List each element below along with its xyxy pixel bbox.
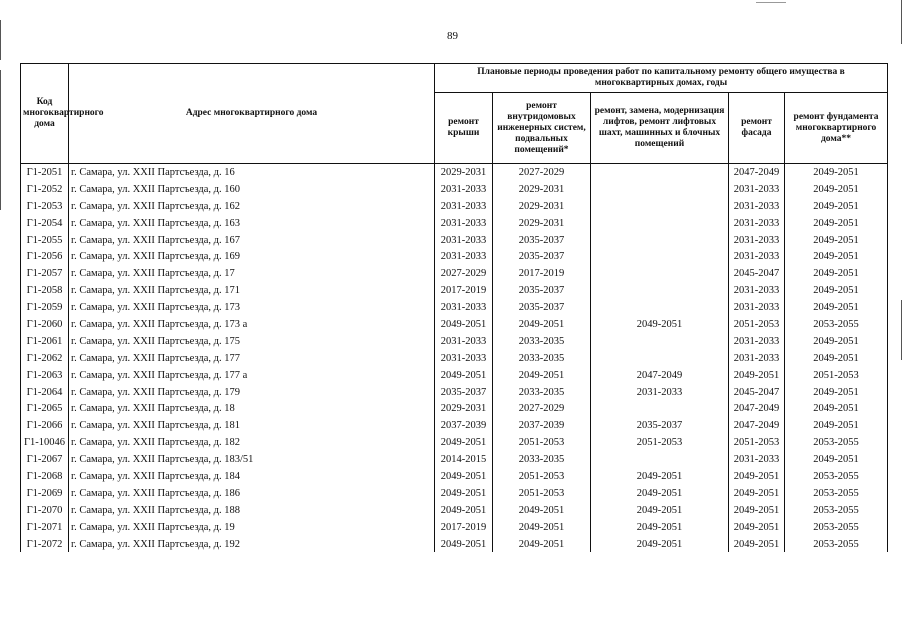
cell-elevators: 2049-2051	[591, 502, 729, 519]
cell-elevators: 2031-2033	[591, 384, 729, 401]
cell-elevators	[591, 282, 729, 299]
cell-roof: 2049-2051	[435, 468, 493, 485]
cell-engineering: 2035-2037	[493, 232, 591, 249]
cell-address: г. Самара, ул. XXII Партсъезда, д. 17	[69, 265, 435, 282]
cell-engineering: 2049-2051	[493, 536, 591, 553]
cell-facade: 2051-2053	[729, 434, 785, 451]
table-body	[21, 164, 888, 553]
cell-roof: 2027-2029	[435, 265, 493, 282]
cell-foundation: 2053-2055	[785, 316, 888, 333]
table-row	[21, 316, 888, 333]
cell-roof: 2017-2019	[435, 282, 493, 299]
cell-facade: 2031-2033	[729, 333, 785, 350]
cell-elevators	[591, 350, 729, 367]
cell-facade: 2049-2051	[729, 519, 785, 536]
cell-elevators: 2047-2049	[591, 367, 729, 384]
cell-elevators	[591, 265, 729, 282]
header-address: Адрес многоквартирного дома	[69, 64, 435, 164]
cell-facade: 2031-2033	[729, 451, 785, 468]
cell-roof: 2031-2033	[435, 299, 493, 316]
cell-address: г. Самара, ул. XXII Партсъезда, д. 183/51	[69, 451, 435, 468]
cell-foundation: 2049-2051	[785, 215, 888, 232]
cell-foundation: 2053-2055	[785, 434, 888, 451]
cell-roof: 2031-2033	[435, 198, 493, 215]
cell-address: г. Самара, ул. XXII Партсъезда, д. 163	[69, 215, 435, 232]
cell-facade: 2045-2047	[729, 384, 785, 401]
table-row	[21, 434, 888, 451]
table-row	[21, 519, 888, 536]
cell-address: г. Самара, ул. XXII Партсъезда, д. 184	[69, 468, 435, 485]
cell-facade: 2031-2033	[729, 198, 785, 215]
cell-elevators	[591, 451, 729, 468]
scan-edge-mark	[901, 300, 902, 360]
cell-roof: 2029-2031	[435, 164, 493, 181]
cell-facade: 2049-2051	[729, 502, 785, 519]
cell-code: Г1-2062	[21, 350, 69, 367]
cell-facade: 2031-2033	[729, 232, 785, 249]
cell-engineering: 2049-2051	[493, 367, 591, 384]
cell-elevators: 2051-2053	[591, 434, 729, 451]
cell-facade: 2031-2033	[729, 215, 785, 232]
cell-elevators	[591, 181, 729, 198]
cell-code: Г1-2058	[21, 282, 69, 299]
cell-address: г. Самара, ул. XXII Партсъезда, д. 177	[69, 350, 435, 367]
cell-facade: 2049-2051	[729, 468, 785, 485]
cell-address: г. Самара, ул. XXII Партсъезда, д. 19	[69, 519, 435, 536]
cell-foundation: 2049-2051	[785, 282, 888, 299]
table-row	[21, 164, 888, 181]
cell-foundation: 2049-2051	[785, 299, 888, 316]
cell-code: Г1-2072	[21, 536, 69, 553]
cell-address: г. Самара, ул. XXII Партсъезда, д. 160	[69, 181, 435, 198]
cell-elevators: 2049-2051	[591, 468, 729, 485]
cell-roof: 2031-2033	[435, 333, 493, 350]
cell-foundation: 2053-2055	[785, 468, 888, 485]
cell-elevators	[591, 215, 729, 232]
cell-engineering: 2037-2039	[493, 417, 591, 434]
cell-foundation: 2053-2055	[785, 536, 888, 553]
cell-foundation: 2049-2051	[785, 350, 888, 367]
scan-edge-mark	[0, 70, 1, 210]
cell-address: г. Самара, ул. XXII Партсъезда, д. 175	[69, 333, 435, 350]
cell-elevators: 2049-2051	[591, 536, 729, 553]
cell-roof: 2049-2051	[435, 502, 493, 519]
cell-engineering: 2033-2035	[493, 384, 591, 401]
cell-engineering: 2049-2051	[493, 502, 591, 519]
cell-foundation: 2049-2051	[785, 333, 888, 350]
cell-roof: 2031-2033	[435, 215, 493, 232]
table-row	[21, 451, 888, 468]
cell-code: Г1-10046	[21, 434, 69, 451]
cell-roof: 2049-2051	[435, 316, 493, 333]
cell-address: г. Самара, ул. XXII Партсъезда, д. 177 а	[69, 367, 435, 384]
cell-code: Г1-2068	[21, 468, 69, 485]
table-row	[21, 400, 888, 417]
cell-roof: 2031-2033	[435, 232, 493, 249]
table-row	[21, 536, 888, 553]
cell-address: г. Самара, ул. XXII Партсъезда, д. 179	[69, 384, 435, 401]
cell-elevators	[591, 164, 729, 181]
cell-engineering: 2029-2031	[493, 215, 591, 232]
cell-facade: 2047-2049	[729, 400, 785, 417]
cell-address: г. Самара, ул. XXII Партсъезда, д. 186	[69, 485, 435, 502]
cell-address: г. Самара, ул. XXII Партсъезда, д. 188	[69, 502, 435, 519]
table-row	[21, 248, 888, 265]
cell-facade: 2031-2033	[729, 299, 785, 316]
table-row	[21, 417, 888, 434]
cell-engineering: 2033-2035	[493, 451, 591, 468]
cell-facade: 2049-2051	[729, 485, 785, 502]
cell-roof: 2031-2033	[435, 181, 493, 198]
cell-foundation: 2049-2051	[785, 451, 888, 468]
cell-engineering: 2035-2037	[493, 282, 591, 299]
cell-elevators: 2049-2051	[591, 316, 729, 333]
cell-engineering: 2049-2051	[493, 519, 591, 536]
cell-elevators	[591, 400, 729, 417]
cell-foundation: 2053-2055	[785, 502, 888, 519]
table-row	[21, 299, 888, 316]
cell-elevators	[591, 333, 729, 350]
cell-code: Г1-2067	[21, 451, 69, 468]
cell-engineering: 2029-2031	[493, 198, 591, 215]
scan-edge-mark	[901, 0, 902, 44]
cell-roof: 2031-2033	[435, 248, 493, 265]
cell-roof: 2031-2033	[435, 350, 493, 367]
cell-elevators: 2049-2051	[591, 485, 729, 502]
cell-engineering: 2049-2051	[493, 316, 591, 333]
header-facade: ремонт фасада	[729, 93, 785, 164]
cell-code: Г1-2071	[21, 519, 69, 536]
cell-engineering: 2035-2037	[493, 299, 591, 316]
cell-facade: 2051-2053	[729, 316, 785, 333]
cell-address: г. Самара, ул. XXII Партсъезда, д. 192	[69, 536, 435, 553]
cell-elevators	[591, 232, 729, 249]
table-row	[21, 468, 888, 485]
cell-foundation: 2049-2051	[785, 181, 888, 198]
cell-facade: 2049-2051	[729, 367, 785, 384]
cell-foundation: 2049-2051	[785, 265, 888, 282]
cell-code: Г1-2066	[21, 417, 69, 434]
header-code: Код многоквартирного дома	[21, 64, 69, 164]
table-row	[21, 485, 888, 502]
cell-facade: 2031-2033	[729, 350, 785, 367]
scan-edge-mark	[756, 2, 786, 3]
header-roof: ремонт крыши	[435, 93, 493, 164]
cell-code: Г1-2056	[21, 248, 69, 265]
cell-code: Г1-2054	[21, 215, 69, 232]
cell-roof: 2017-2019	[435, 519, 493, 536]
cell-code: Г1-2052	[21, 181, 69, 198]
table-row	[21, 282, 888, 299]
cell-roof: 2049-2051	[435, 367, 493, 384]
scan-edge-mark	[0, 20, 1, 60]
cell-roof: 2049-2051	[435, 434, 493, 451]
cell-address: г. Самара, ул. XXII Партсъезда, д. 167	[69, 232, 435, 249]
cell-elevators	[591, 299, 729, 316]
table-row	[21, 215, 888, 232]
table-row	[21, 198, 888, 215]
cell-facade: 2031-2033	[729, 181, 785, 198]
cell-foundation: 2049-2051	[785, 384, 888, 401]
cell-address: г. Самара, ул. XXII Партсъезда, д. 162	[69, 198, 435, 215]
cell-roof: 2049-2051	[435, 536, 493, 553]
cell-engineering: 2033-2035	[493, 350, 591, 367]
cell-engineering: 2027-2029	[493, 400, 591, 417]
cell-elevators	[591, 248, 729, 265]
cell-foundation: 2049-2051	[785, 417, 888, 434]
cell-code: Г1-2051	[21, 164, 69, 181]
cell-roof: 2014-2015	[435, 451, 493, 468]
cell-roof: 2029-2031	[435, 400, 493, 417]
cell-engineering: 2051-2053	[493, 485, 591, 502]
cell-code: Г1-2065	[21, 400, 69, 417]
cell-foundation: 2051-2053	[785, 367, 888, 384]
cell-code: Г1-2053	[21, 198, 69, 215]
header-periods-group: Плановые периоды проведения работ по капитальному ремонту общего имущества в многоквартирных домах, годы	[435, 64, 888, 93]
cell-address: г. Самара, ул. XXII Партсъезда, д. 169	[69, 248, 435, 265]
table-row	[21, 181, 888, 198]
cell-engineering: 2033-2035	[493, 333, 591, 350]
cell-elevators: 2035-2037	[591, 417, 729, 434]
cell-facade: 2047-2049	[729, 417, 785, 434]
cell-address: г. Самара, ул. XXII Партсъезда, д. 182	[69, 434, 435, 451]
cell-foundation: 2049-2051	[785, 198, 888, 215]
table-row	[21, 350, 888, 367]
cell-address: г. Самара, ул. XXII Партсъезда, д. 171	[69, 282, 435, 299]
cell-code: Г1-2069	[21, 485, 69, 502]
cell-engineering: 2035-2037	[493, 248, 591, 265]
page-number: 89	[447, 30, 458, 42]
cell-engineering: 2029-2031	[493, 181, 591, 198]
table-row	[21, 265, 888, 282]
cell-facade: 2049-2051	[729, 536, 785, 553]
repair-schedule-table	[20, 63, 888, 552]
table-row	[21, 232, 888, 249]
cell-foundation: 2049-2051	[785, 400, 888, 417]
cell-code: Г1-2061	[21, 333, 69, 350]
cell-roof: 2049-2051	[435, 485, 493, 502]
cell-code: Г1-2060	[21, 316, 69, 333]
cell-address: г. Самара, ул. XXII Партсъезда, д. 181	[69, 417, 435, 434]
table-row	[21, 502, 888, 519]
table-row	[21, 384, 888, 401]
header-elevators: ремонт, замена, модернизация лифтов, ремонт лифтовых шахт, машинных и блочных помещений	[591, 93, 729, 164]
cell-code: Г1-2057	[21, 265, 69, 282]
cell-address: г. Самара, ул. XXII Партсъезда, д. 18	[69, 400, 435, 417]
cell-foundation: 2049-2051	[785, 164, 888, 181]
cell-engineering: 2051-2053	[493, 468, 591, 485]
cell-code: Г1-2064	[21, 384, 69, 401]
cell-foundation: 2053-2055	[785, 519, 888, 536]
cell-address: г. Самара, ул. XXII Партсъезда, д. 173	[69, 299, 435, 316]
cell-foundation: 2049-2051	[785, 232, 888, 249]
cell-address: г. Самара, ул. XXII Партсъезда, д. 173 а	[69, 316, 435, 333]
cell-roof: 2035-2037	[435, 384, 493, 401]
cell-elevators: 2049-2051	[591, 519, 729, 536]
cell-code: Г1-2059	[21, 299, 69, 316]
cell-facade: 2047-2049	[729, 164, 785, 181]
cell-engineering: 2017-2019	[493, 265, 591, 282]
cell-code: Г1-2055	[21, 232, 69, 249]
cell-foundation: 2053-2055	[785, 485, 888, 502]
cell-code: Г1-2070	[21, 502, 69, 519]
cell-engineering: 2051-2053	[493, 434, 591, 451]
cell-elevators	[591, 198, 729, 215]
cell-roof: 2037-2039	[435, 417, 493, 434]
cell-address: г. Самара, ул. XXII Партсъезда, д. 16	[69, 164, 435, 181]
header-foundation: ремонт фундамента многоквартирного дома**	[785, 93, 888, 164]
cell-facade: 2031-2033	[729, 248, 785, 265]
cell-facade: 2045-2047	[729, 265, 785, 282]
cell-foundation: 2049-2051	[785, 248, 888, 265]
cell-engineering: 2027-2029	[493, 164, 591, 181]
table-row	[21, 367, 888, 384]
table-row	[21, 333, 888, 350]
header-engineering-systems: ремонт внутридомовых инженерных систем, подвальных помещений*	[493, 93, 591, 164]
cell-facade: 2031-2033	[729, 282, 785, 299]
cell-code: Г1-2063	[21, 367, 69, 384]
